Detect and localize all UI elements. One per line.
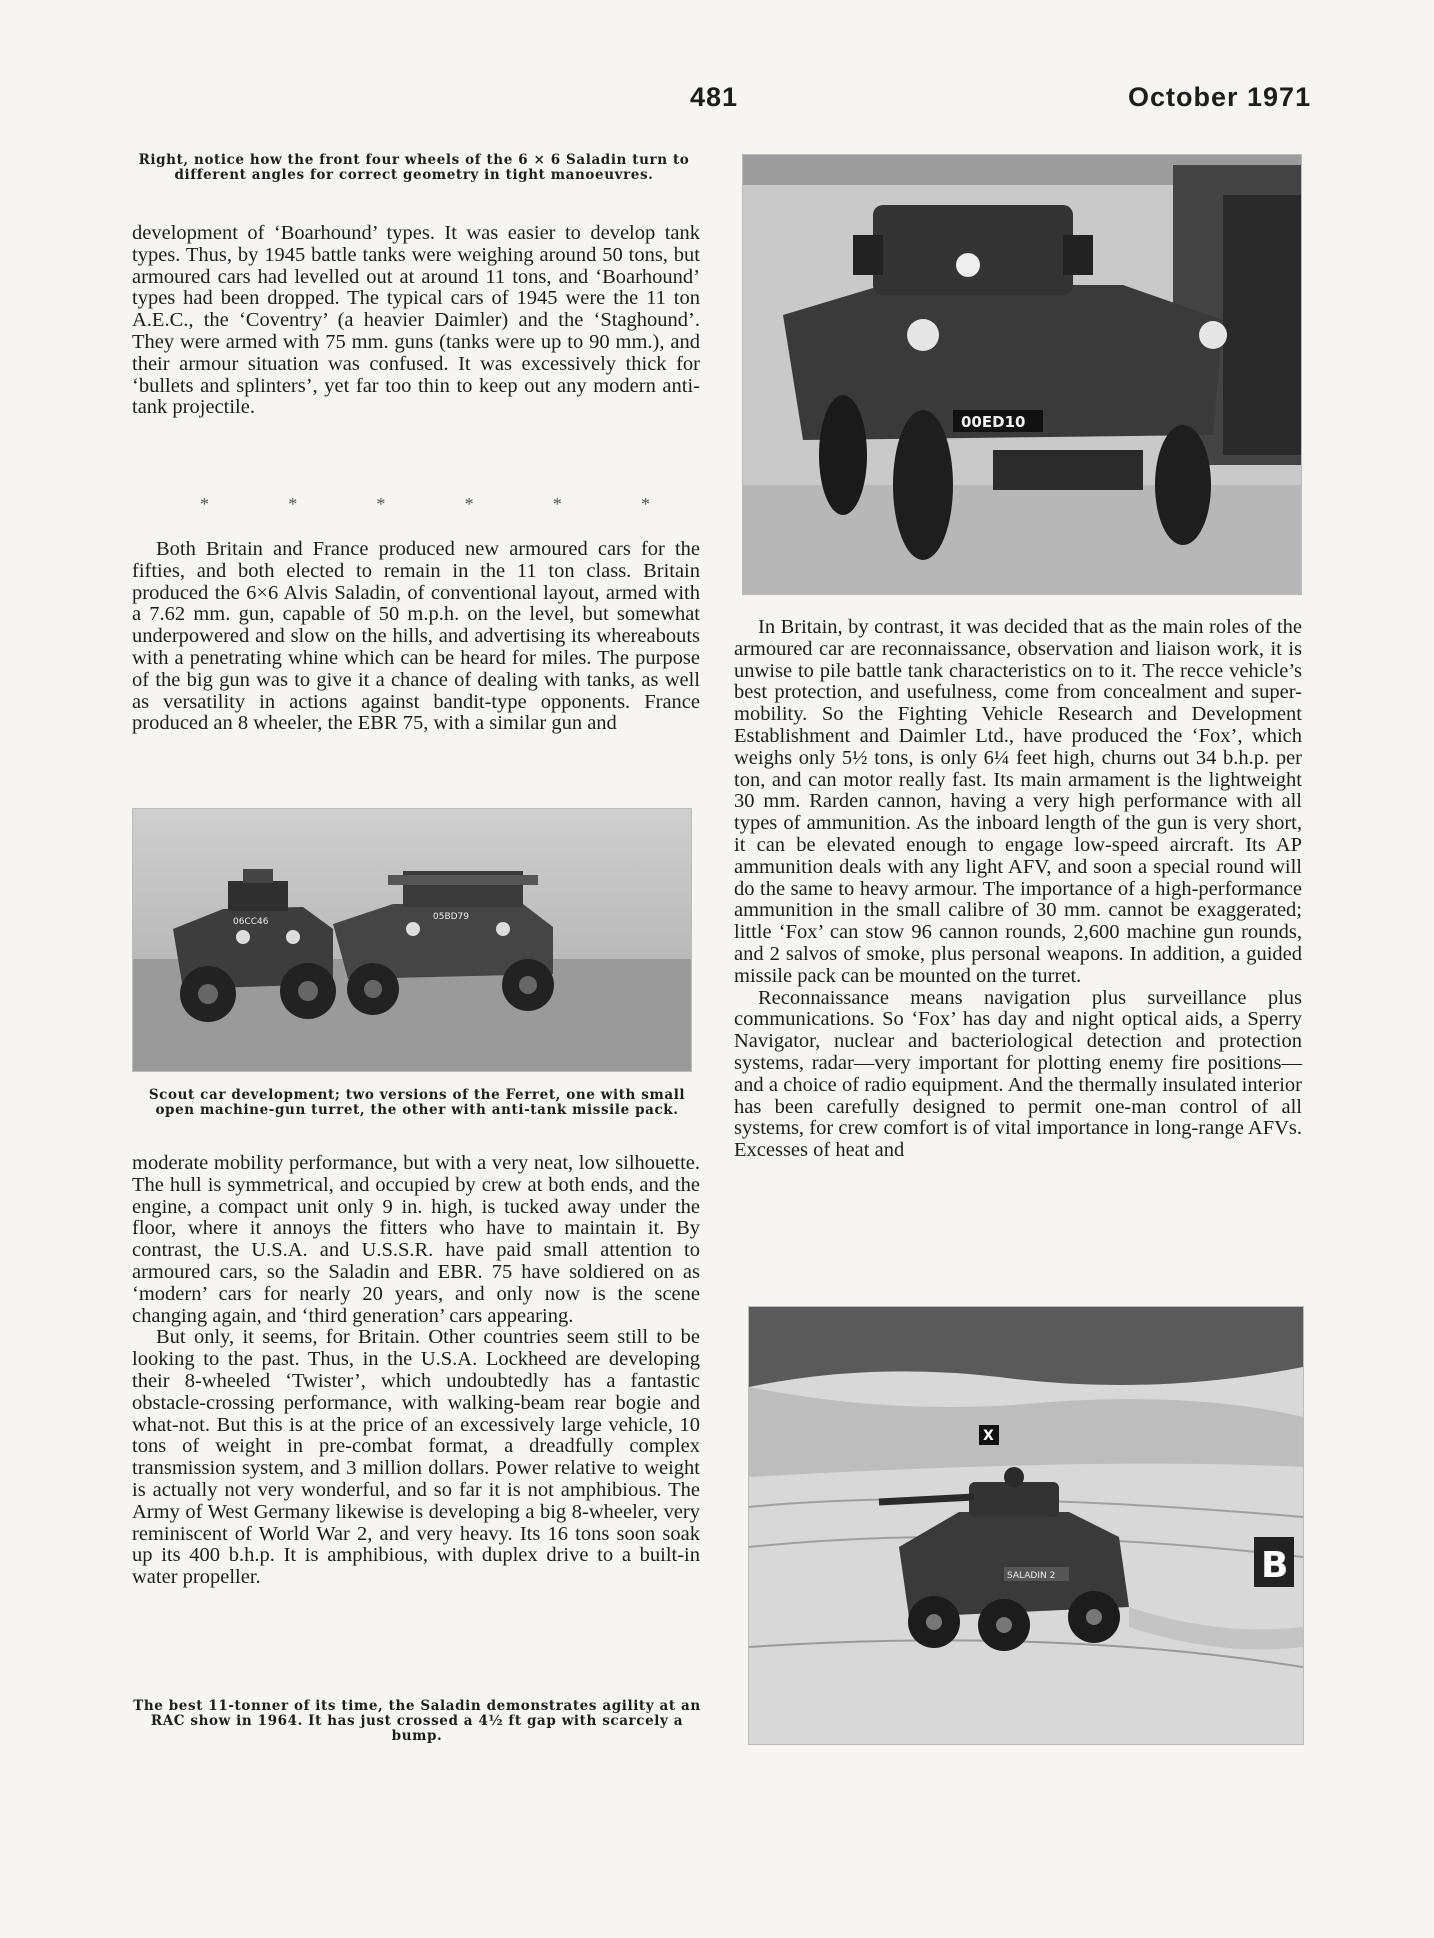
separator-star: * [376,494,386,514]
separator-star: * [200,494,209,514]
paragraph: But only, it seems, for Britain. Other countries seem still to be looking to the past. Thus, in the U.S.A. Lockheed are developing their 8-wheeled ‘Twister’, which undoubtedly has a fantastic obstacle-crossing performance, with walking-beam rear bogie and what-not. But this is at the price of an excessively large vehicle, 10 tons of weight in pre-combat format, a dreadfully complex transmission system, and 3 million dollars. Power relative to weight is actually not very wonderful, and so far it is not amphibious. The Army of West Germany likewise is developing a big 8-wheeler, very reminiscent of World War 2, and very heavy. Its 16 tons soon soak up its 400 b.h.p. It is amphibious, with duplex drive to a built-in water propeller. [132,1326,700,1589]
caption-saladin-turning: Right, notice how the front four wheels of the 6 × 6 Saladin turn to different angles for correct geometry in tight manoeuvres. [138,152,690,183]
scout-car-photo-icon [133,809,691,1071]
caption-saladin-show: The best 11-tonner of its time, the Saladin demonstrates agility at an RAC show in 1964. It has just crossed a 4½ ft gap with scarcely a bump. [133,1698,701,1744]
caption-ferret: Scout car development; two versions of the Ferret, one with small open machine-gun turret, the other with anti-tank missile pack. [148,1087,686,1118]
separator-star: * [288,494,298,514]
paragraph: In Britain, by contrast, it was decided that as the main roles of the armoured car are reconnaissance, observation and liaison work, it is unwise to pile battle tank characteristics on to it. The recce vehicle’s best protection, and usefulness, come from concealment and super-mobility. So the Fighting Vehicle Research and Development Establishment and Daimler Ltd., have produced the ‘Fox’, which weighs only 5½ tons, is only 6¼ feet high, churns out 34 b.h.p. per ton, and can motor really fast. Its main armament is the lightweight 30 mm. Rarden cannon, having a very high performance with all types of ammunition. As the inboard length of the gun is very short, it can be elevated enough to engage low-speed aircraft. Its AP ammunition deals with any light AFV, and soon a special round will do the same to heavy armour. The importance of a high-performance ammunition in the small calibre of 30 mm. cannot be exaggerated; little ‘Fox’ can stow 96 cannon rounds, 2,600 machine gun rounds, and 2 salvos of smoke, plus personal weapons. In addition, a guided missile pack can be mounted on the turret. [734,616,1302,987]
plate-text: 05BD79 [433,912,470,922]
right-column [734,617,1302,1162]
saladin-show-photo [748,1306,1304,1745]
left-column-block-1 [132,223,700,419]
armoured-car-photo-icon [749,1307,1303,1744]
armoured-car-photo-icon [743,155,1301,594]
separator-star: * [640,494,650,514]
paragraph: development of ‘Boarhound’ types. It was easier to develop tank types. Thus, by 1945 battle tanks were weighing around 50 tons, but armoured cars had levelled out at around 11 tons, and ‘Boarhound’ types had been dropped. The typical cars of 1945 were the 11 ton A.E.C., the ‘Coventry’ (a heavier Daimler) and the ‘Staghound’. They were armed with 75 mm. guns (tanks were up to 90 mm.), and their armour situation was confused. It was excessively thick for ‘bullets and splinters’, yet far too thin to keep out any modern anti-tank projectile. [132,222,700,419]
section-separator [200,494,650,515]
paragraph: moderate mobility performance, but with a very neat, low silhouette. The hull is symmetrical, and occupied by crew at both ends, and the engine, a compact unit only 9 in. high, is tucked away under the floor, where it annoys the fitters who have to maintain it. By contrast, the U.S.A. and U.S.S.R. have paid small attention to armoured cars, so the Saladin and EBR. 75 have soldiered on as ‘modern’ cars for nearly 20 years, and only now is the scene changing again, and ‘third generation’ cars appearing. [132,1152,700,1327]
sign-letter: B [1261,1545,1289,1586]
paragraph: Both Britain and France produced new armoured cars for the fifties, and both elected to remain in the 11 ton class. Britain produced the 6×6 Alvis Saladin, of conventional layout, armed with a 7.62 mm. gun, capable of 50 m.p.h. on the level, but somewhat underpowered and slow on the hills, and advertising its whereabouts with a penetrating whine which can be heard for miles. The purpose of the big gun was to give it a chance of dealing with tanks, as well as versatility in actions against bandit-type opponents. France produced an 8 wheeler, the EBR 75, with a similar gun and [132,538,700,735]
left-column-block-2 [132,539,700,735]
left-column-block-3 [132,1153,700,1589]
ferret-scout-cars-photo [132,808,692,1072]
page-number: 481 [690,82,739,112]
saladin-front-photo [742,154,1302,595]
separator-star: * [464,494,474,514]
plate-text: 06CC46 [233,917,269,927]
separator-star: * [552,494,562,514]
paragraph: Reconnaissance means navigation plus surveillance plus communications. So ‘Fox’ has day and night optical aids, a Sperry Navigator, nuclear and bacteriological detection and protection systems, radar—very important for plotting enemy fire positions—and a choice of radio equipment. And the thermally insulated interior has been carefully designed to permit one-man control of all systems, for crew comfort is of vital importance in long-range AFVs. Excesses of heat and [734,986,1302,1162]
hull-text: SALADIN 2 [1007,1571,1056,1581]
plate-text: 00ED10 [961,413,1026,431]
issue-date: October 1971 [1128,82,1312,112]
marker-letter: X [983,1428,994,1444]
